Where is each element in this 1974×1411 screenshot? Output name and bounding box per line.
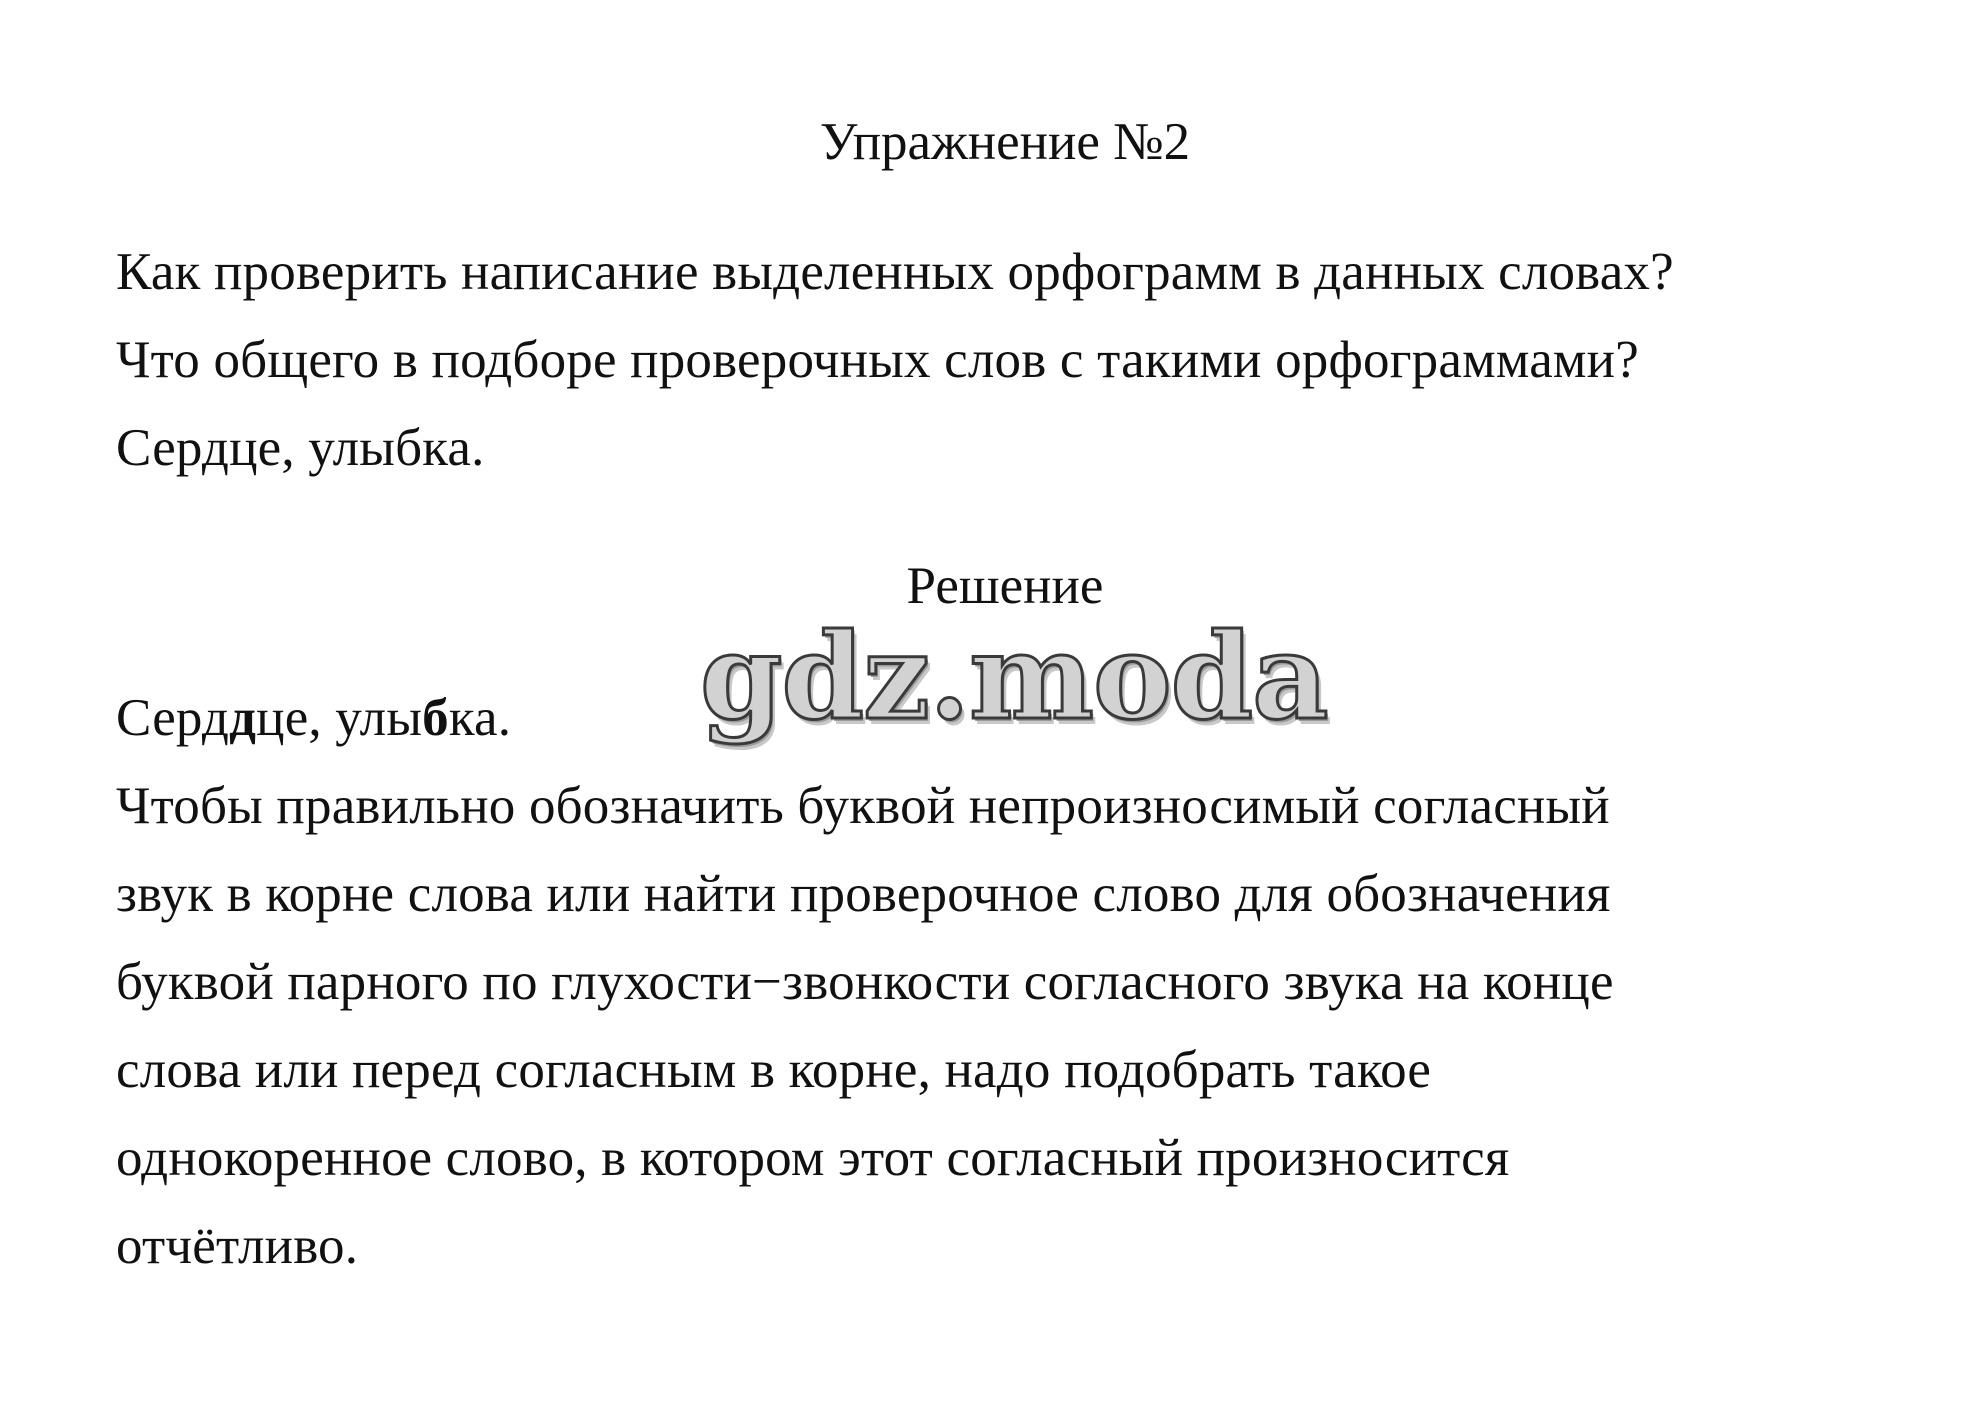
explanation-line-6: отчётливо. (116, 1217, 359, 1275)
explanation-line-5: однокоренное слово, в котором этот согласный произносится (116, 1129, 1510, 1187)
answer-words (116, 688, 511, 748)
answer-word-part: Серд (116, 689, 230, 747)
task-words: Сердце, улыбка. (116, 419, 485, 477)
watermark-logo: gdz.moda (700, 607, 1328, 746)
task-line-2: Что общего в подборе проверочных слов с такими орфограммами? (116, 331, 1639, 389)
task-line-1: Как проверить написание выделенных орфограмм в данных словах? (116, 243, 1674, 301)
explanation-line-3: буквой парного по глухости−звонкости согласного звука на конце (116, 953, 1614, 1011)
explanation-line-2: звук в корне слова или найти проверочное слово для обозначения (116, 865, 1611, 923)
highlighted-letter-b: б (422, 689, 449, 747)
highlighted-letter-d: д (229, 689, 257, 747)
answer-word-part: ц (256, 689, 285, 747)
exercise-title: Упражнение №2 (819, 113, 1191, 171)
explanation-line-1: Чтобы правильно обозначить буквой непроизносимый согласный (116, 777, 1610, 835)
explanation-line-4: слова или перед согласным в корне, надо подобрать такое (116, 1041, 1432, 1099)
answer-word-part: ка. (448, 689, 512, 747)
solution-heading: Решение (906, 557, 1104, 615)
answer-word-part: е, улы (284, 689, 423, 747)
